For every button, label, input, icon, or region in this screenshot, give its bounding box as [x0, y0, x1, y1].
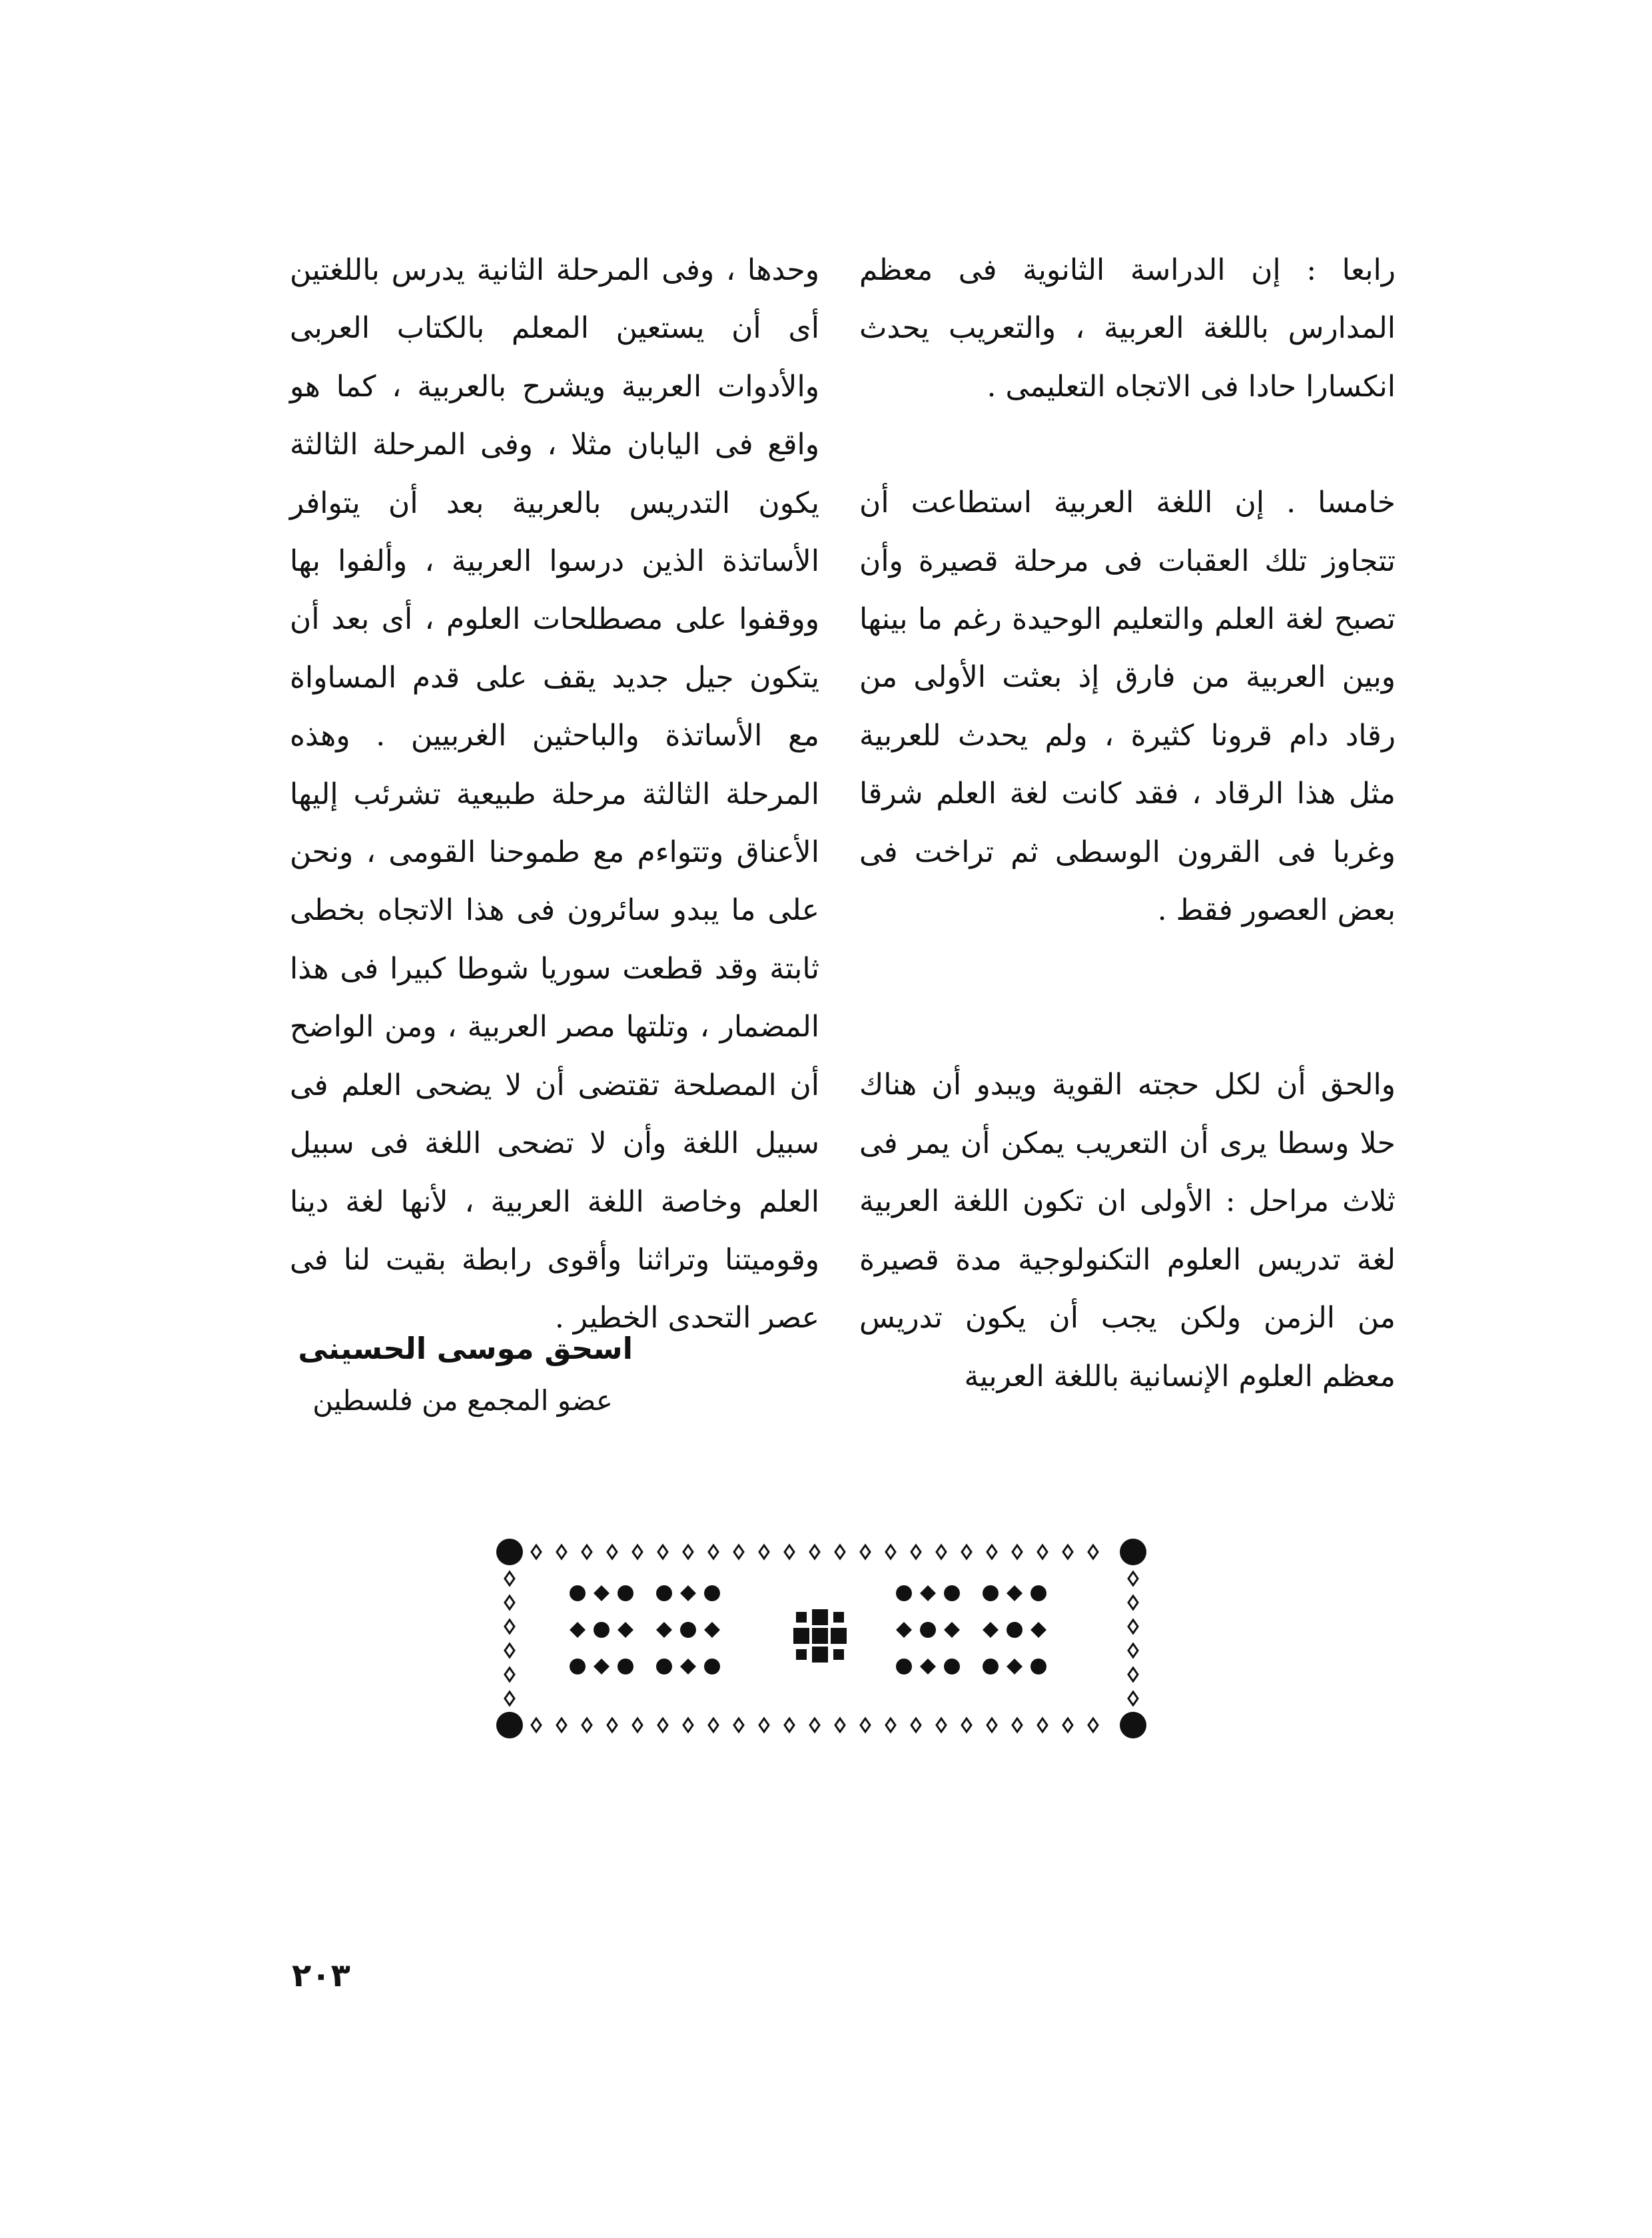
- ornament-diamond: [709, 1718, 718, 1732]
- ornament-diamond: [532, 1718, 541, 1732]
- ornament-rosette: [920, 1622, 936, 1638]
- author-name: اسحق موسى الحسينى: [298, 1331, 633, 1366]
- ornament-diamond: [759, 1718, 769, 1732]
- ornament-square: [812, 1647, 828, 1663]
- ornament-diamond: [886, 1718, 895, 1732]
- ornament-star: [1031, 1622, 1046, 1638]
- ornament-center-checker: [793, 1609, 847, 1663]
- ornament-diamond: [709, 1545, 718, 1559]
- ornament-diamond: [810, 1545, 819, 1559]
- ornament-diamond: [505, 1572, 514, 1585]
- ornament-rosette: [1007, 1622, 1023, 1638]
- ornament-star: [920, 1585, 936, 1601]
- ornament-diamond: [1063, 1718, 1072, 1732]
- ornament-diamond: [633, 1718, 642, 1732]
- ornament-star: [680, 1585, 696, 1601]
- ornament-square: [796, 1649, 807, 1660]
- ornament-diamond: [911, 1545, 921, 1559]
- ornament-diamond: [785, 1545, 794, 1559]
- ornament-rosette: [896, 1659, 912, 1675]
- ornament-square: [831, 1628, 847, 1644]
- ornament-rosette: [656, 1659, 672, 1675]
- ornament-diamond: [861, 1545, 870, 1559]
- ornament-diamond: [1088, 1718, 1098, 1732]
- ornament-diamond: [734, 1718, 743, 1732]
- ornament-star: [656, 1622, 672, 1638]
- ornament-diamond: [505, 1620, 514, 1633]
- ornament-rosette: [618, 1659, 633, 1675]
- ornament-diamond: [1013, 1545, 1022, 1559]
- ornament-diamond: [810, 1718, 819, 1732]
- ornament-rosette: [896, 1585, 912, 1601]
- ornament-diamond: [582, 1718, 592, 1732]
- ornament-diamond: [937, 1718, 946, 1732]
- ornament-diamond: [962, 1718, 971, 1732]
- ornament-diamond: [557, 1545, 566, 1559]
- ornament-diamond: [987, 1718, 997, 1732]
- ornament-diamond: [683, 1718, 693, 1732]
- ornament-star: [896, 1622, 912, 1638]
- ornament-diamond: [557, 1718, 566, 1732]
- ornament-star: [944, 1622, 960, 1638]
- ornament-diamond: [937, 1545, 946, 1559]
- ornament-rosette: [1031, 1659, 1046, 1675]
- ornament-diamond: [1128, 1644, 1138, 1657]
- ornament-diamond: [1128, 1572, 1138, 1585]
- ornament-diamond: [633, 1545, 642, 1559]
- ornament-rosette: [704, 1585, 720, 1601]
- ornament-rosette: [618, 1585, 633, 1601]
- paragraph-continuation: وحدها ، وفى المرحلة الثانية يدرس باللغتين أى أن يستعين المعلم بالكتاب العربى والأدوات العربية ويشرح بالعربية ، كما هو واقع فى اليابان مثلا ، وفى المرحلة الثالثة يكون التدريس بالعربية بعد أن يتوافر الأساتذة الذين درسوا العربية ، وألفوا بها ووقفوا على مصطلحات العلوم ، أى بعد أن يتكون جيل جديد يقف على قدم المساواة مع الأساتذة والباحثين الغربيين . وهذه المرحلة الثالثة مرحلة طبيعية تشرئب إليها الأعناق وتتواءم مع طموحنا القومى ، ونحن على ما يبدو سائرون فى هذا الاتجاه بخطى ثابتة وقد قطعت سوريا شوطا كبيرا فى هذا المضمار ، وتلتها مصر العربية ، ومن الواضح أن المصلحة تقتضى أن لا يضحى العلم فى سبيل اللغة وأن لا تضحى اللغة فى سبيل العلم وخاصة اللغة العربية ، لأنها لغة دينا وقوميتنا وتراثنا وأقوى رابطة بقيت لنا فى عصر التحدى الخطير .: [290, 253, 819, 1335]
- ornament-star: [704, 1622, 720, 1638]
- ornament-star: [594, 1659, 610, 1675]
- ornament-diamond: [683, 1545, 693, 1559]
- ornament-diamond: [505, 1644, 514, 1657]
- ornament-diamond: [734, 1545, 743, 1559]
- ornament-square: [815, 1631, 825, 1641]
- ornament-rosette: [704, 1659, 720, 1675]
- paragraph-fifth: خامسا . إن اللغة العربية استطاعت أن تتجاوز تلك العقبات فى مرحلة قصيرة وأن تصبح لغة العلم والتعليم الوحيدة رغم ما بينها وبين العربية من فارق إذ بعثت الأولى من رقاد دام قرونا كثيرة ، ولم يحدث للعربية مثل هذا الرقاد ، فقد كانت لغة العلم شرقا وغربا فى القرون الوسطى ثم تراخت فى بعض العصور فقط .: [859, 486, 1396, 928]
- ornament-diamond: [658, 1545, 667, 1559]
- ornament-star: [680, 1659, 696, 1675]
- ornament-diamond: [1038, 1545, 1047, 1559]
- ornament-diamond: [785, 1718, 794, 1732]
- ornament-diamond: [911, 1718, 921, 1732]
- ornament-star: [618, 1622, 633, 1638]
- ornament-rosette: [944, 1659, 960, 1675]
- ornament-star: [920, 1659, 936, 1675]
- paragraph-fourth: رابعا : إن الدراسة الثانوية فى معظم المدارس باللغة العربية ، والتعريب يحدث انكسارا حادا فى الاتجاه التعليمى .: [859, 253, 1396, 404]
- author-role: عضو المجمع من فلسطين: [312, 1384, 613, 1417]
- ornament-diamond: [1128, 1620, 1138, 1633]
- ornament-diamond: [608, 1718, 617, 1732]
- ornament-diamond: [658, 1718, 667, 1732]
- ornament-square: [793, 1628, 809, 1644]
- ornament-diamond: [505, 1668, 514, 1681]
- ornament-rosette: [680, 1622, 696, 1638]
- ornament-diamond: [759, 1545, 769, 1559]
- ornament-rosette: [656, 1585, 672, 1601]
- ornament-diamond: [1128, 1596, 1138, 1609]
- ornament-square: [833, 1649, 844, 1660]
- ornament-diamond: [861, 1718, 870, 1732]
- ornament-diamond: [532, 1545, 541, 1559]
- ornament-diamond: [1063, 1545, 1072, 1559]
- ornament-square: [796, 1612, 807, 1623]
- ornament-diamond: [1013, 1718, 1022, 1732]
- decorative-ornament: [490, 1532, 1156, 1745]
- ornament-star: [1007, 1585, 1023, 1601]
- ornament-rosette: [570, 1659, 586, 1675]
- ornament-diamond: [505, 1692, 514, 1705]
- page-number: ٢٠٣: [292, 1957, 350, 1994]
- ornament-square: [812, 1609, 828, 1625]
- ornament-rosette: [983, 1659, 999, 1675]
- text-column-left: [290, 241, 819, 1347]
- ornament-rosette: [570, 1585, 586, 1601]
- ornament-star: [983, 1622, 999, 1638]
- ornament-diamond: [505, 1596, 514, 1609]
- ornament-diamond: [987, 1545, 997, 1559]
- ornament-diamond: [582, 1545, 592, 1559]
- ornament-diamond: [608, 1545, 617, 1559]
- ornament-star: [1007, 1659, 1023, 1675]
- ornament-diamond: [1038, 1718, 1047, 1732]
- ornament-diamond: [835, 1545, 845, 1559]
- ornament-rosette: [1031, 1585, 1046, 1601]
- ornament-rosette: [944, 1585, 960, 1601]
- ornament-star: [570, 1622, 586, 1638]
- paragraph-compromise: والحق أن لكل حجته القوية ويبدو أن هناك حلا وسطا يرى أن التعريب يمكن أن يمر فى ثلاث مراحل : الأولى ان تكون اللغة العربية لغة تدريس العلوم التكنولوجية مدة قصيرة من الزمن ولكن يجب أن يكون تدريس معظم العلوم الإنسانية باللغة العربية: [859, 1068, 1396, 1393]
- ornament-square: [833, 1612, 844, 1623]
- ornament-star: [594, 1585, 610, 1601]
- ornament-rosette: [983, 1585, 999, 1601]
- text-column-right: [859, 241, 1396, 1405]
- ornament-rosette: [594, 1622, 610, 1638]
- ornament-diamond: [1088, 1545, 1098, 1559]
- ornament-diamond: [962, 1545, 971, 1559]
- ornament-diamond: [1128, 1692, 1138, 1705]
- ornament-diamond: [1128, 1668, 1138, 1681]
- ornament-diamond: [886, 1545, 895, 1559]
- ornament-diamond: [835, 1718, 845, 1732]
